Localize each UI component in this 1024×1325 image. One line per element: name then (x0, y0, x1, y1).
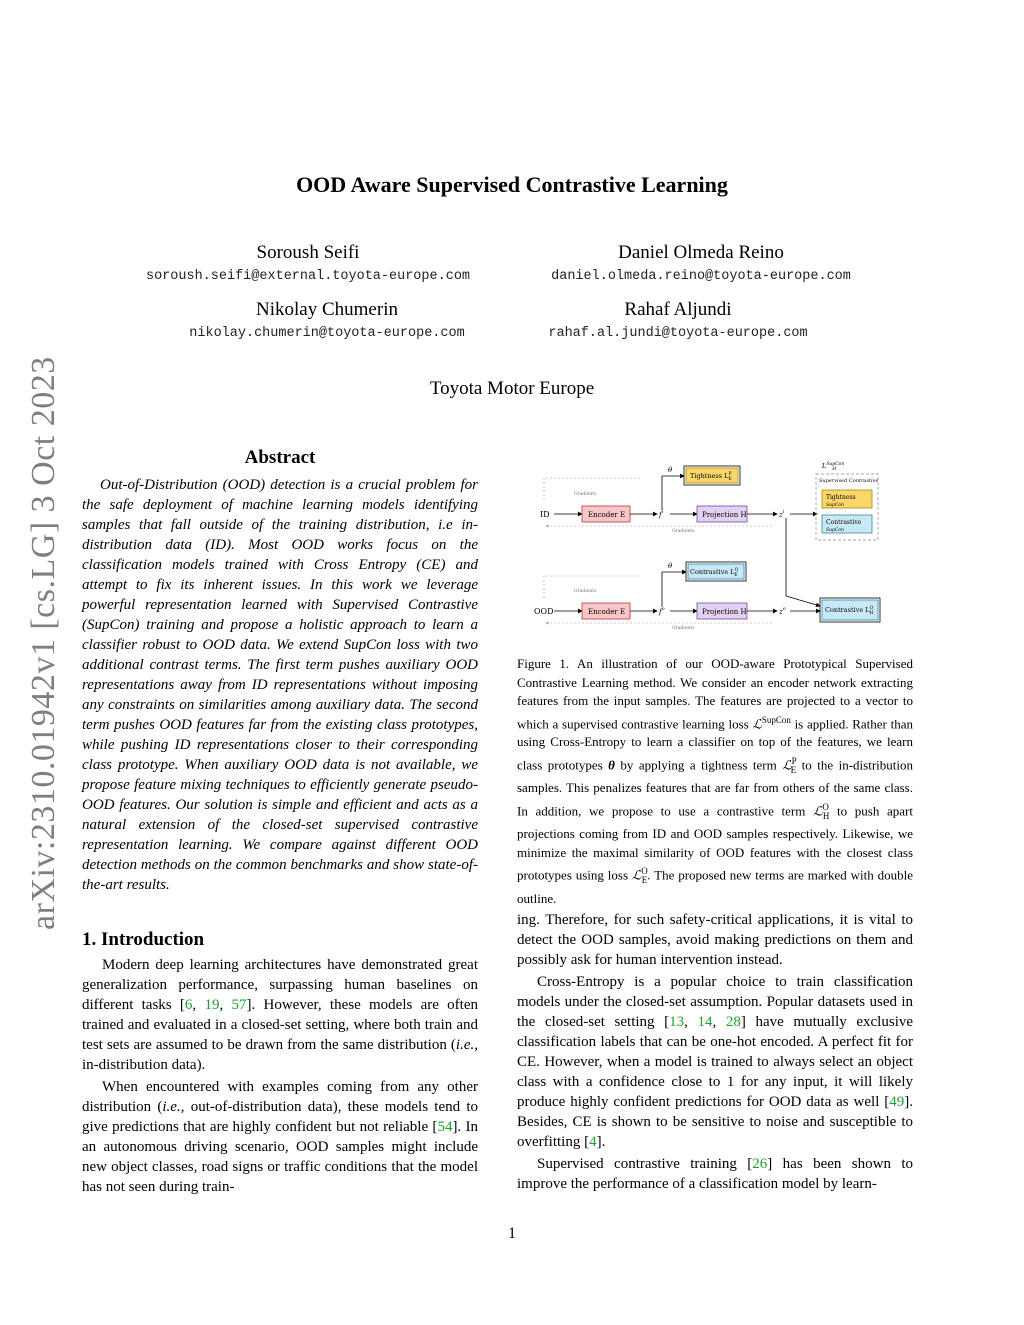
feature-label: $f^o$ (659, 606, 665, 616)
author-name: Soroush Seifi (256, 242, 360, 263)
author-name: Daniel Olmeda Reino (618, 242, 784, 263)
author-block (88, 241, 528, 284)
contrastive-e-loss-label: Contrastive $L^O$ E (690, 568, 739, 578)
gradients-label: Gradients (574, 492, 597, 497)
citation-link[interactable]: 19 (204, 997, 220, 1013)
citation-link[interactable]: 26 (752, 1156, 768, 1172)
supcon-loss-label: $L^{SupCon}$ H (822, 462, 845, 472)
citation-link[interactable]: 4 (589, 1134, 597, 1150)
citation-link[interactable]: 6 (184, 997, 193, 1013)
abstract-body (82, 475, 478, 895)
paragraph: Supervised contrastive training [26] has been shown to improve the performance of a classification model by learn- (517, 1156, 913, 1192)
author-email: daniel.olmeda.reino@toyota-europe.com (551, 269, 851, 284)
supcon-contrastive-sub: SupCon (826, 528, 844, 533)
gradients-label: Gradients (574, 589, 597, 594)
contrastive-h-loss-label: Contrastive $L^O$ H (825, 606, 874, 616)
projection-label: Projection H (702, 608, 747, 616)
feature-label: $f^i$ (659, 509, 664, 519)
supcon-group-title: Supervised Contrastive (819, 478, 879, 484)
citation-link[interactable]: 54 (437, 1119, 453, 1135)
theta-label: θ (668, 466, 673, 474)
id-input-label: ID (540, 510, 550, 519)
projection-label: Projection H (702, 511, 747, 519)
author-block (481, 241, 921, 284)
arxiv-identifier: arXiv:2310.01942v1 [cs.LG] 3 Oct 2023 (25, 356, 62, 930)
paper-title: OOD Aware Supervised Contrastive Learning (296, 172, 728, 197)
author-email: nikolay.chumerin@toyota-europe.com (189, 326, 465, 341)
supcon-tightness-sub: SupCon (826, 503, 844, 508)
encoder-label: Encoder E (588, 511, 626, 519)
right-column-text (517, 910, 913, 1194)
author-email: soroush.seifi@external.toyota-europe.com (145, 269, 471, 284)
author-email: rahaf.al.jundi@toyota-europe.com (548, 326, 808, 341)
method-diagram (532, 458, 912, 638)
gradients-label: Gradients (672, 626, 695, 631)
theta-label: θ (668, 562, 673, 570)
affiliation: Toyota Motor Europe (429, 378, 595, 399)
supcon-contrastive-label: Contrastive (826, 519, 862, 526)
paragraph: When encountered with examples coming from any other distribution (i.e., out-of-distribution data), these models tend to give predictions that are highly confident but not reliable [54]. In an autonomous driving scenario, OOD samples might include new object classes, road signs or traffic conditions that the model has not seen during train- (82, 1079, 478, 1195)
citation-link[interactable]: 57 (231, 997, 247, 1013)
abstract-heading: Abstract (244, 447, 316, 468)
citation-link[interactable]: 14 (697, 1014, 713, 1030)
author-block (458, 298, 898, 341)
citation-link[interactable]: 13 (669, 1014, 685, 1030)
paragraph: Modern deep learning architectures have demonstrated great generalization performance, surpassing human baselines on different tasks [6, 19, 57]. However, these models are often trained and evaluated in a closed-set setting, where both train and test sets are assumed to be drawn from the same distribution (i.e., in-distribution data). (82, 957, 479, 1073)
page-number: 1 (508, 1225, 516, 1242)
section-heading-introduction: 1. Introduction (82, 929, 205, 950)
tightness-loss-label: Tightness $L^P$ E (690, 472, 732, 482)
citation-link[interactable]: 49 (889, 1094, 905, 1110)
paragraph: Cross-Entropy is a popular choice to train classification models under the closed-set assumption. Popular datasets used in the closed-set setting [13, 14, 28] have mutually exclusive classification labels that can be one-hot encoded. A perfect fit for CE. However, when a model is trained to always select an object class with a confidence close to 1 for any input, it will likely produce highly confident predictions for OOD data as well [49]. Besides, CE is shown to be sensitive to noise and susceptible to overfitting [4]. (517, 974, 914, 1150)
gradients-label: Gradients (672, 529, 695, 534)
projection-output-label: $z^i$ (779, 509, 785, 519)
abstract-text: Out-of-Distribution (OOD) detection is a crucial problem for the safe deployment of machine learning models identifying samples that fall outside of the training distribution, i.e in-distribution data (ID). Most OOD works focus on the classification models trained with Cross Entropy (CE) and attempt to fix its inherent issues. In this work we leverage powerful representation learned with Supervised Contrastive (SupCon) training and propose a holistic approach to learn a classifier robust to OOD data. We extend SupCon loss with two additional contrast terms. The first term pushes auxiliary OOD representations away from ID representations without imposing any constraints on similarities among auxiliary data. The second term pushes OOD features far from the existing class prototypes, while pushing ID representations closer to their corresponding class prototype. When auxiliary OOD data is not available, we propose feature mixing techniques to efficiently generate pseudo-OOD features. Our solution is simple and efficient and acts as a natural extension of the closed-set supervised contrastive representation learning. We compare against different OOD detection methods on the common benchmarks and show state-of-the-art results. (82, 477, 478, 893)
projection-output-label: $z^o$ (779, 606, 786, 616)
author-name: Nikolay Chumerin (256, 299, 398, 320)
paragraph: ing. Therefore, for such safety-critical applications, it is vital to detect the OOD samples, avoid making predictions on them and possibly ask for human intervention instead. (517, 912, 913, 968)
supcon-tightness-label: Tightness (826, 494, 856, 501)
figure-caption: Figure 1. An illustration of our OOD-aware Prototypical Supervised Contrastive Learning method. We consider an encoder network extracting features from the input samples. The features are projected to a vector to which a supervised contrastive learning loss ℒ$^{SupCon}$ is applied. Rather than using Cross-Entropy to learn a classifier on top of the features, we learn class prototypes θ by applying a tightness term ℒ$^P_E$ to the in-distribution samples. This penalizes features that are far from others of the same class. In addition, we propose to use a contrastive term ℒ$^O_H$ to push apart projections coming from ID and OOD samples respectively. Likewise, we minimize the maximal similarity of OOD features with the closest class prototypes using loss ℒ$^O_E$. The proposed new terms are marked with double outline. (517, 656, 914, 906)
author-name: Rahaf Aljundi (624, 299, 732, 320)
left-column-text (82, 955, 478, 1197)
ood-input-label: OOD (534, 607, 554, 616)
citation-link[interactable]: 28 (725, 1014, 741, 1030)
encoder-label: Encoder E (588, 608, 626, 616)
